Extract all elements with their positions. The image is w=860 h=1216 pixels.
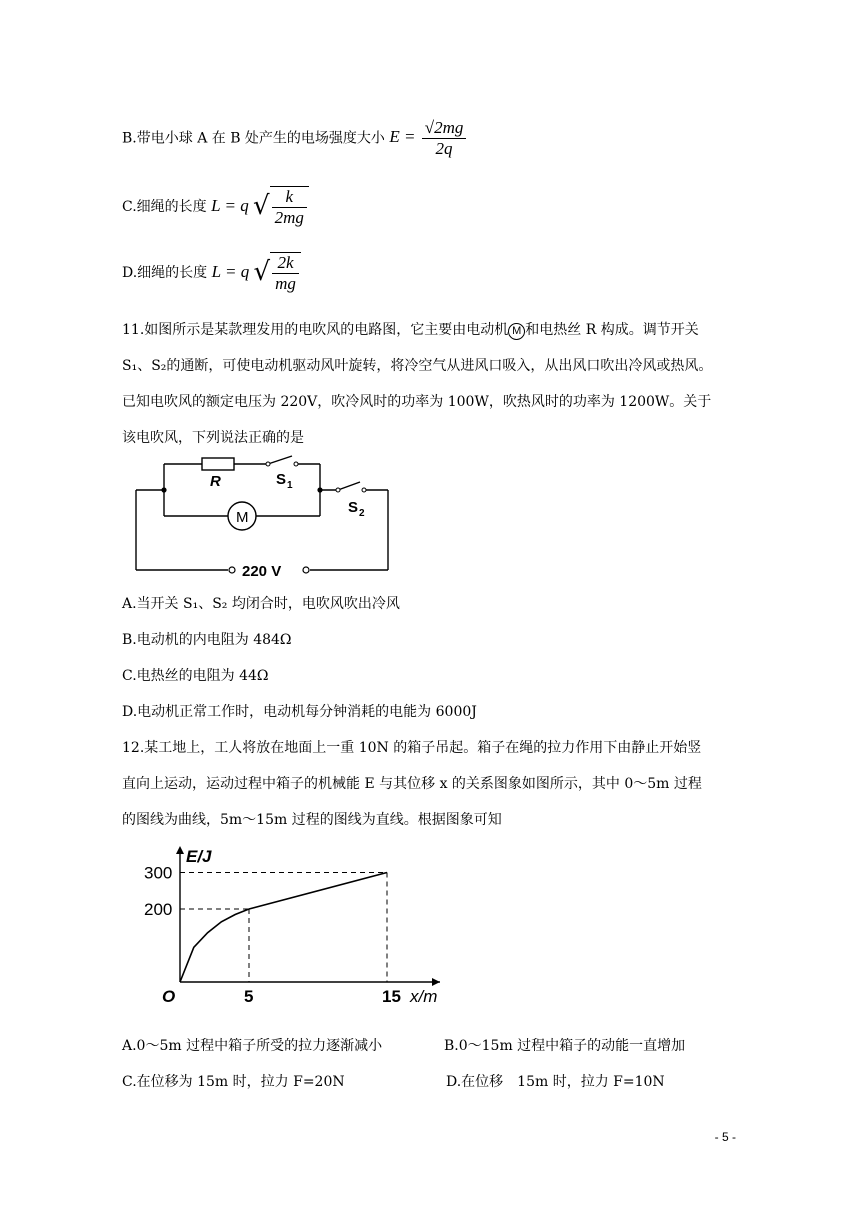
label-s2: S	[348, 499, 359, 516]
q10-option-b-formula	[389, 118, 468, 158]
y-tick-label: 300	[144, 863, 173, 883]
label-s2-sub: 2	[359, 508, 365, 519]
formula-lhs: L = q	[211, 195, 249, 215]
sqrt	[254, 252, 301, 294]
x-tick-label: 15	[382, 987, 401, 1006]
fraction	[422, 118, 467, 159]
y-axis-label: E/J	[186, 847, 212, 866]
label-r: R	[210, 473, 221, 490]
q11-option-b: B.电动机的内电阻为 484Ω	[122, 632, 292, 648]
formula-lhs: L = q	[211, 261, 250, 281]
x-axis-label: x/m	[410, 987, 438, 1006]
q11-option-a: A.当开关 S₁、S₂ 均闭合时，电吹风吹出冷风	[122, 596, 400, 612]
numerator: 2k	[272, 253, 299, 274]
numerator: √2mg	[422, 118, 467, 139]
resistor-r	[202, 458, 234, 470]
denominator: 2q	[435, 139, 453, 158]
origin-label: O	[162, 987, 176, 1006]
q12-option-d: D.在位移 15m 时，拉力 F=10N	[446, 1074, 665, 1090]
q10-option-d-formula	[211, 253, 301, 293]
label-s1-sub: 1	[287, 480, 293, 491]
numerator: k	[272, 187, 307, 208]
q11-option-c: C.电热丝的电阻为 44Ω	[122, 668, 269, 684]
q12-option-c: C.在位移为 15m 时，拉力 F=20N	[122, 1074, 345, 1090]
energy-displacement-chart	[140, 840, 460, 1015]
q12-stem-line-1: 12.某工地上，工人将放在地面上一重 10N 的箱子吊起。箱子在绳的拉力作用下由静止开始竖	[122, 740, 702, 756]
q11-stem-line-2: S₁、S₂的通断，可使电动机驱动风叶旋转，将冷空气从进风口吸入，从出风口吹出冷风或热风。	[122, 358, 713, 374]
page-number: - 5 -	[714, 1130, 736, 1144]
motor-icon: M	[508, 323, 525, 340]
q10-option-d	[122, 252, 301, 294]
q10-option-c-text: C.细绳的长度	[122, 198, 207, 215]
q11-stem-text: 11.如图所示是某款理发用的电吹风的电路图，它主要由电动机	[122, 322, 509, 338]
q10-option-c-formula	[211, 187, 309, 227]
q12-stem-line-3: 的图线为曲线，5m～15m 过程的图线为直线。根据图象可知	[122, 812, 502, 828]
q11-option-d: D.电动机正常工作时，电动机每分钟消耗的电能为 6000J	[122, 704, 477, 720]
q11-stem-line-4: 该电吹风，下列说法正确的是	[122, 430, 304, 446]
series-line	[249, 873, 387, 910]
label-s1: S	[276, 471, 287, 488]
series-curve	[180, 909, 249, 982]
sqrt-body	[270, 252, 301, 294]
circuit-diagram	[120, 450, 410, 590]
q11-stem-line-3: 已知电吹风的额定电压为 220V，吹冷风时的功率为 100W，吹热风时的功率为 1200W。关于	[122, 394, 712, 410]
q12-option-a: A.0～5m 过程中箱子所受的拉力逐渐减小	[122, 1038, 383, 1054]
sqrt-body	[270, 186, 309, 228]
sqrt-icon: √	[253, 257, 271, 287]
q11-stem-line-1	[122, 320, 699, 340]
switch-s2-blade	[338, 482, 360, 490]
formula-lhs: E =	[389, 127, 416, 147]
label-voltage: 220 V	[242, 563, 282, 580]
y-tick-label: 200	[144, 900, 173, 919]
sqrt	[253, 186, 309, 228]
fraction	[272, 253, 299, 294]
denominator: 2mg	[274, 208, 304, 227]
q10-option-b	[122, 118, 468, 159]
switch-s1-blade	[268, 456, 292, 464]
sqrt-icon: √	[253, 191, 270, 221]
q10-option-c	[122, 186, 309, 228]
q10-option-b-text: B.带电小球 A 在 B 处产生的电场强度大小	[122, 130, 385, 147]
label-m: M	[236, 509, 249, 526]
y-axis-arrow	[176, 846, 184, 854]
q12-option-b: B.0～15m 过程中箱子的动能一直增加	[444, 1038, 686, 1054]
q10-option-d-text: D.细绳的长度	[122, 264, 208, 281]
x-axis-arrow	[432, 978, 440, 986]
fraction	[272, 187, 307, 228]
q12-stem-line-2: 直向上运动，运动过程中箱子的机械能 E 与其位移 x 的关系图象如图所示，其中 0～5m 过程	[122, 776, 702, 792]
x-tick-label: 5	[244, 987, 254, 1006]
denominator: mg	[275, 274, 296, 293]
q11-stem-text: 和电热丝 R 构成。调节开关	[525, 322, 699, 338]
